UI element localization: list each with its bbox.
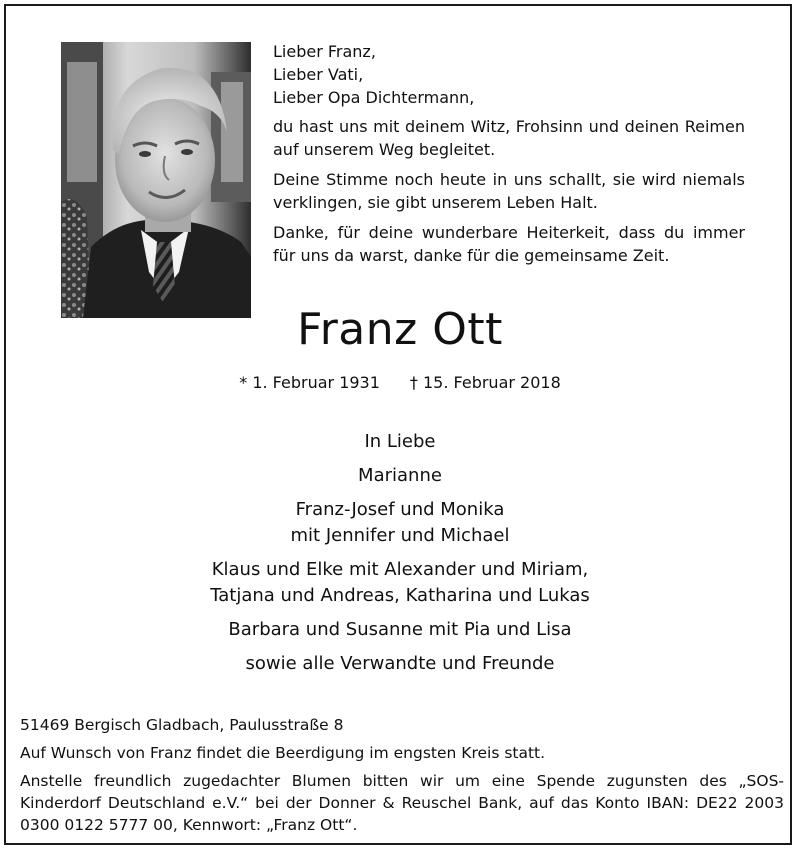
poem [273,40,745,267]
mourner-line: mit Jennifer und Michael [290,525,510,546]
mourner-line: Marianne [358,465,442,486]
deceased-name: Franz Ott [297,304,503,355]
mourner-line: Tatjana und Andreas, Katharina und Lukas [210,585,590,606]
poem-greeting: Lieber Vati, [273,65,364,84]
poem-greeting: Lieber Franz, [273,42,376,61]
poem-greeting: Lieber Opa Dichtermann, [273,88,475,107]
mourner-group [0,651,800,677]
address: 51469 Bergisch Gladbach, Paulusstraße 8 [20,716,344,734]
portrait-photo [61,42,251,318]
mourner-group [0,617,800,643]
mourner-line: sowie alle Verwandte und Freunde [245,653,555,674]
mourner-group [0,463,800,489]
donation-note: Anstelle freundlich zugedachter Blumen bitten wir um eine Spende zugunsten des „SOS- Kinderdorf Deutschland e.V.“ bei der Donner & Reuschel Bank, auf das Konto IBAN: DE22 2003 0300 0122 5777 00, Kennwort: „Franz Ott“. [20,772,784,834]
poem-paragraph: du hast uns mit deinem Witz, Frohsinn und deinen Reimen auf unserem Weg begleitet. [273,117,745,159]
birth-date: * 1. Februar 1931 [239,373,380,392]
poem-paragraph: Danke, für deine wunderbare Heiterkeit, dass du immer für uns da warst, danke für die gemeinsame Zeit. [273,223,745,265]
mourners-intro: In Liebe [364,431,436,452]
footer-notes [20,714,784,836]
mourner-line: Barbara und Susanne mit Pia und Lisa [228,619,572,640]
mourner-line: Klaus und Elke mit Alexander und Miriam, [211,559,589,580]
mourner-group [0,557,800,609]
life-dates [0,372,800,394]
poem-paragraph: Deine Stimme noch heute in uns schallt, sie wird niemals verklingen, sie gibt unserem Leben Halt. [273,170,745,212]
mourner-group [0,497,800,549]
funeral-note: Auf Wunsch von Franz findet die Beerdigung im engsten Kreis statt. [20,744,546,762]
mourner-line: Franz-Josef und Monika [295,499,505,520]
death-date: † 15. Februar 2018 [409,373,561,392]
mourners-list [0,429,800,677]
